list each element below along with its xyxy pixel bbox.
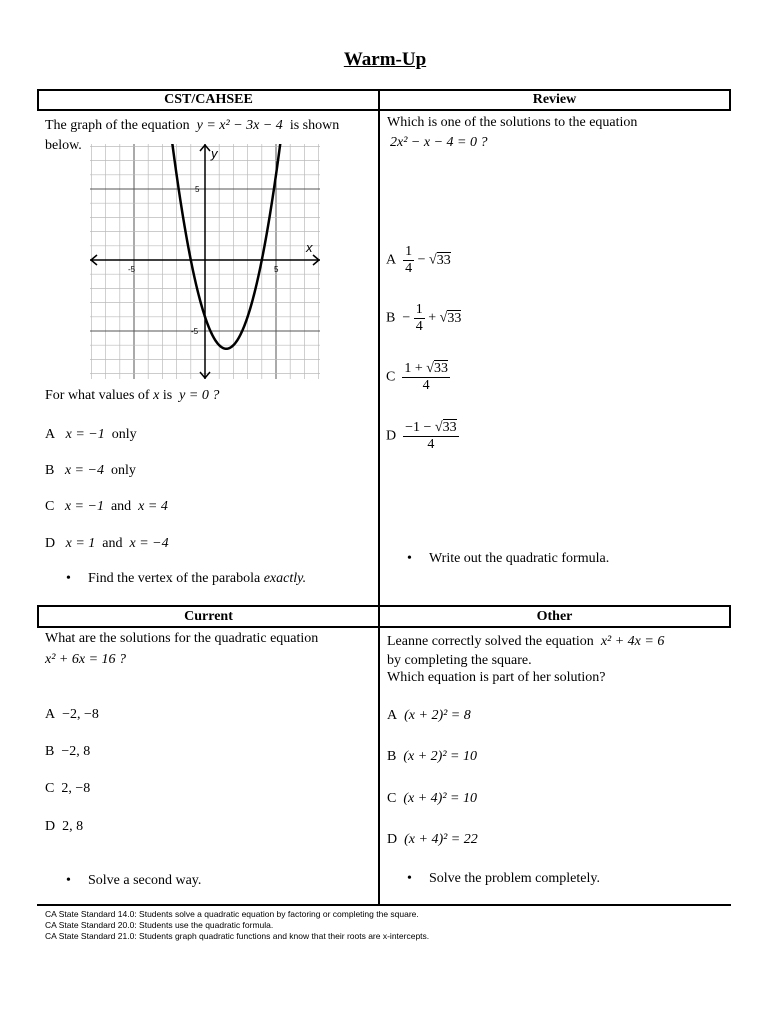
y-axis-label: y <box>211 146 218 161</box>
tick-label-x-pos: 5 <box>274 265 279 274</box>
bullet-dot: • <box>407 871 412 886</box>
other-prompt: Leanne correctly solved the equation x² + 4x = 6 <box>387 634 665 649</box>
cst-prompt-line2: below. <box>45 138 82 153</box>
column-divider <box>378 89 380 906</box>
other-choice-a[interactable]: A (x + 2)² = 8 <box>387 708 471 723</box>
other-task: • Solve the problem completely. <box>407 871 600 886</box>
header-current: Current <box>184 609 233 624</box>
header-review: Review <box>532 92 577 107</box>
graph-axes <box>90 144 320 379</box>
bullet-dot: • <box>407 551 412 566</box>
other-prompt-line2: by completing the square. <box>387 653 532 668</box>
cst-choice-d[interactable]: D x = 1 and x = −4 <box>45 536 169 551</box>
right-border-top <box>729 89 731 111</box>
other-choice-d[interactable]: D (x + 4)² = 22 <box>387 832 478 847</box>
cst-choice-b[interactable]: B x = −4 only <box>45 463 136 478</box>
review-prompt: Which is one of the solutions to the equation <box>387 115 638 130</box>
tick-label-y-pos: 5 <box>195 185 200 194</box>
page-title: Warm-Up <box>343 49 427 70</box>
tick-label-y-neg: -5 <box>191 327 199 336</box>
tick-label-x-neg: -5 <box>128 265 136 274</box>
current-choice-b[interactable]: B −2, 8 <box>45 744 91 759</box>
cst-question: For what values of x is y = 0 ? <box>45 388 220 403</box>
current-choice-a[interactable]: A −2, −8 <box>45 707 99 722</box>
current-equation: x² + 6x = 16 ? <box>45 652 127 667</box>
table-bottom-border <box>37 904 731 906</box>
cst-choice-a[interactable]: A x = −1 only <box>45 427 137 442</box>
other-choice-b[interactable]: B (x + 2)² = 10 <box>387 749 477 764</box>
header-other: Other <box>536 609 573 624</box>
bullet-dot: • <box>66 571 71 586</box>
current-choice-d[interactable]: D 2, 8 <box>45 819 84 834</box>
current-prompt: What are the solutions for the quadratic equation <box>45 631 319 646</box>
x-axis-label: x <box>306 240 313 255</box>
current-task: • Solve a second way. <box>66 873 202 888</box>
review-choice-a[interactable]: A $\frac{1}{4}$ − √33 <box>386 244 451 276</box>
header-cst: CST/CAHSEE <box>164 92 253 107</box>
middle-border <box>37 605 731 607</box>
review-task: • Write out the quadratic formula. <box>407 551 610 566</box>
footer-standard-20: CA State Standard 20.0: Students use the quadratic formula. <box>45 920 274 930</box>
other-choice-c[interactable]: C (x + 4)² = 10 <box>387 791 477 806</box>
review-choice-c[interactable]: C $\frac{1 + √33}{4}$ <box>386 361 448 393</box>
review-choice-b[interactable]: B − $\frac{1}{4}$ + √33 <box>386 302 462 334</box>
parabola-graph <box>90 144 320 379</box>
header2-divider <box>37 626 731 628</box>
cst-prompt: The graph of the equation y = x² − 3x − 4 is shown <box>45 118 340 133</box>
cst-task: • Find the vertex of the parabola exactly. <box>66 571 307 586</box>
cst-choice-c[interactable]: C x = −1 and x = 4 <box>45 499 168 514</box>
header-divider <box>37 109 731 111</box>
other-prompt-line3: Which equation is part of her solution? <box>387 670 606 685</box>
current-choice-c[interactable]: C 2, −8 <box>45 781 91 796</box>
footer-standard-21: CA State Standard 21.0: Students graph quadratic functions and know that their roots are x-intercepts. <box>45 931 430 941</box>
bullet-dot: • <box>66 873 71 888</box>
footer-standard-14: CA State Standard 14.0: Students solve a quadratic equation by factoring or completing the square. <box>45 909 419 919</box>
right-border-mid <box>729 605 731 628</box>
review-equation: 2x² − x − 4 = 0 ? <box>390 135 488 150</box>
review-choice-d[interactable]: D $\frac{-1 - √33}{4}$ <box>386 420 457 452</box>
